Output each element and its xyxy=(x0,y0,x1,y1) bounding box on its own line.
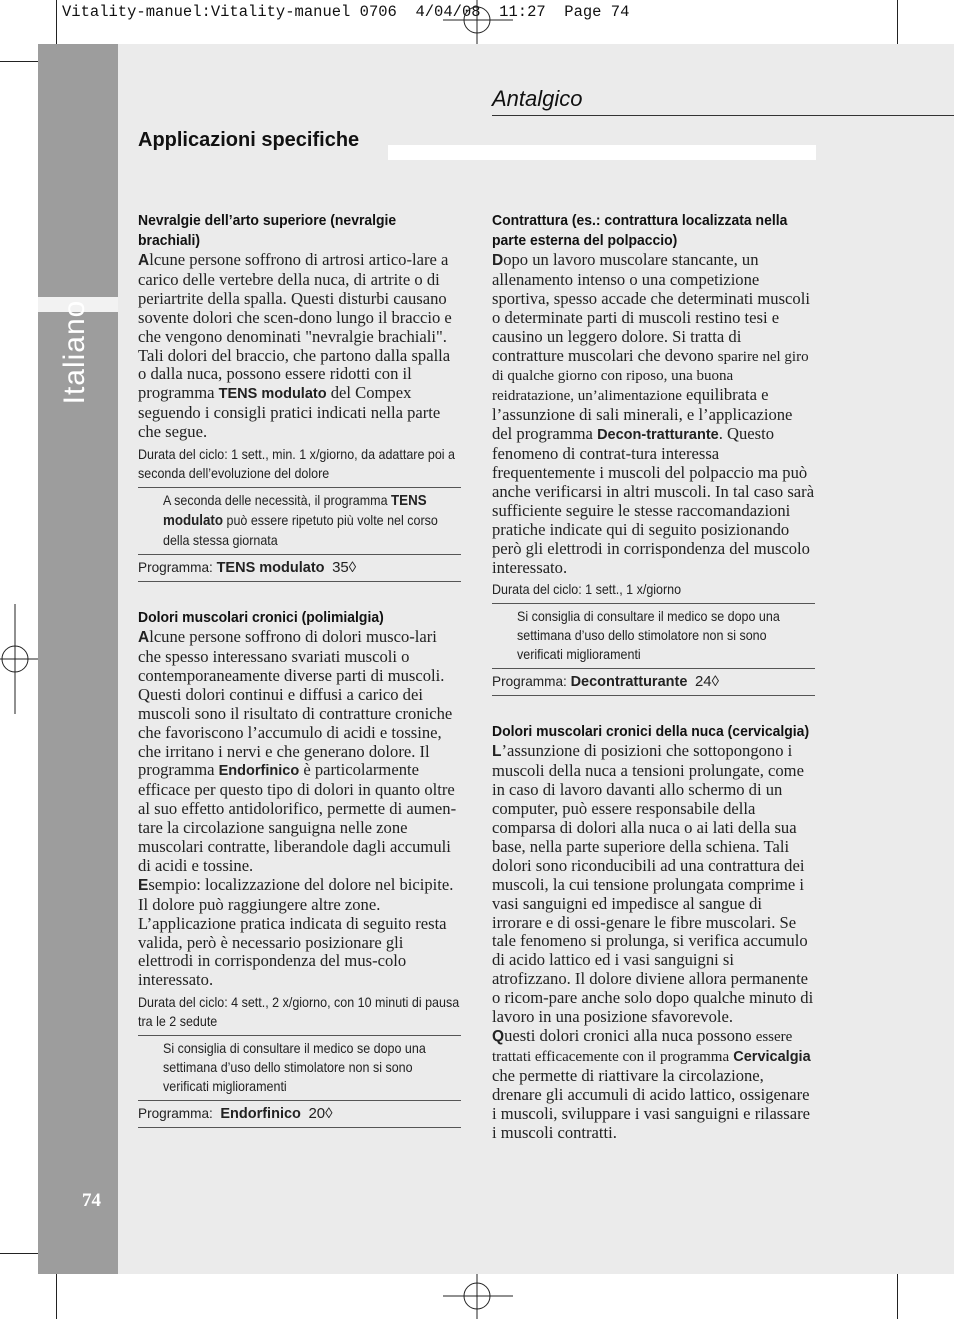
header-title: Antalgico xyxy=(492,86,583,111)
crop-mark xyxy=(0,1253,40,1254)
note-box xyxy=(138,1035,461,1101)
program-number: 35◊ xyxy=(332,559,357,577)
drop-letter: D xyxy=(492,252,504,269)
drop-letter: A xyxy=(138,629,150,647)
program-label: Programma: xyxy=(492,674,571,690)
note-text: A seconda delle necessità, il programma xyxy=(163,493,392,509)
body-text: che permette di riattivare la circolazione, drenare gli accumuli di acido lattico, ossigenare i muscoli, sviluppare i vasi sanguigni e rilassare i muscoli contratti. xyxy=(492,1065,810,1142)
crop-mark xyxy=(897,1272,898,1319)
crop-mark xyxy=(0,61,40,62)
body-text: ’assunzione di posizioni che sottopongono i muscoli della nuca a tensioni prolungate, come in caso di lavoro davanti allo schermo di un computer, può essere responsabile della comparsa di dolori alla nuca o ai lati della sua base, nella parte superiore della schiena. Tali dolori sono riconducibili ad una contrattura dei muscoli, la cui tensione prolungata comprime i vasi sanguigni ed impedisce al sangue di irrorare e di ossi-genare le fibre muscolari. Se tale fenomeno si prolunga, si verifica accumulo di acido lattico ed i vasi sanguigni si atrofizzano. Il dolore diviene allora permanente o ricom-pare anche solo dopo qualche minuto di lavoro in una posizione sfavorevole. xyxy=(492,741,814,1027)
cycle-duration: Durata del ciclo: 4 sett., 2 x/giorno, con 10 minuti di pausa tra le 2 sedute xyxy=(138,995,460,1030)
program-name: Cervicalgia xyxy=(733,1048,811,1065)
body-text: . Questo fenomeno di contrat-tura interessa frequentemente i muscoli del polpaccio ma può anche verificarsi in altri muscoli. In tal caso sarà sufficiente seguire le stesse raccomandazioni pratiche indicate qui di seguito posizionando però gli elettrodi in corrispondenza del muscolo interessato. xyxy=(492,424,815,577)
side-tab xyxy=(38,44,118,1274)
note-box xyxy=(492,603,815,669)
program-name: Decontratturante xyxy=(570,674,688,691)
cycle-duration: Durata del ciclo: 1 sett., min. 1 x/giorno, da adattare poi a seconda dell’evoluzione del dolore xyxy=(138,447,456,482)
body-text: Il dolore può raggiungere altre zone. L’applicazione pratica indicata di seguito resta valida, però è necessario posizionare gli elettrodi in corrispondenza del mus-colo interessato. xyxy=(138,894,447,990)
body-text: è particolarmente efficace per questo tipo di dolori in quanto oltre al suo effetto antidolorifico, permette di aumen-tare la circolazione sanguigna nelle zone muscolari contratte, liberandole dagli accumuli di acidi e tossine. xyxy=(138,760,457,875)
right-column xyxy=(492,211,815,1142)
body-text: essere trattati efficacemente con il programma xyxy=(492,1029,793,1065)
heading-cervicalgia: Dolori muscolari cronici della nuca (cervicalgia) xyxy=(492,723,810,741)
program-line xyxy=(138,1101,461,1128)
note-text: può essere ripetuto più volte nel corso della stessa giornata xyxy=(163,513,438,549)
language-label: Italiano xyxy=(58,299,91,405)
paragraph-brachial-neuralgia xyxy=(138,251,461,442)
program-name: TENS modulato xyxy=(163,493,427,530)
program-line xyxy=(492,669,815,696)
heading-polymyalgia: Dolori muscolari cronici (polimialgia) xyxy=(138,609,384,627)
body-text: opo un lavoro muscolare stancante, un allenamento intenso o una competizione sportiva, spesso accade che determinati muscoli o determinate parti di muscoli restino tesi e causino un leggero dolore. Si tratta di contratture muscolari che devono xyxy=(492,250,810,365)
print-slug: Vitality-manuel:Vitality-manuel 0706 4/04/08 11:27 Page 74 xyxy=(62,3,630,21)
note-box xyxy=(138,487,461,555)
paragraph-cervicalgia xyxy=(492,742,815,1142)
paragraph-polymyalgia xyxy=(138,628,461,990)
cycle-duration: Durata del ciclo: 1 sett., 1 x/giorno xyxy=(492,582,682,598)
page-number: 74 xyxy=(82,1190,101,1211)
body-text: lcune persone soffrono di artrosi artico-lare a carico delle vertebre della nuca, di artrite o di periartrite della spalla. Questi disturbi causano sovente dolori che scen-dono lungo il braccio e che vengono denominati "nevralgie brachiali". Tali dolori del braccio, che partono dalla spalla o dalla nuca, possono essere ridotti con il programma xyxy=(138,250,452,403)
section-title: Applicazioni specifiche xyxy=(138,129,360,151)
body-text: sempio: localizzazione del dolore nel bicipite. xyxy=(148,874,454,894)
heading-brachial-neuralgia: Nevralgie dell’arto superiore (nevralgie brachiali) xyxy=(138,212,397,249)
program-line xyxy=(138,555,461,582)
drop-letter: A xyxy=(138,252,150,269)
crop-mark xyxy=(56,0,57,46)
body-text: uesti dolori cronici alla nuca possono xyxy=(504,1026,756,1045)
body-text: equilibrata e l’assunzione di sali minerali, e l’applicazione del programma xyxy=(492,385,793,444)
program-name: TENS modulato xyxy=(216,560,325,577)
body-text: del Compex seguendo i consigli pratici indicati nella parte che segue. xyxy=(138,383,441,442)
drop-letter: L xyxy=(492,743,502,761)
program-label: Programma: xyxy=(138,560,217,576)
program-name: Endorfinico xyxy=(220,1106,301,1123)
left-column xyxy=(138,211,461,1128)
program-number: 20◊ xyxy=(308,1105,333,1123)
paragraph-contracture xyxy=(492,251,815,577)
crop-mark xyxy=(56,1272,57,1319)
header-rule xyxy=(492,115,954,116)
program-label: Programma: xyxy=(138,1106,221,1122)
section-bar xyxy=(388,145,816,160)
heading-contracture: Contrattura (es.: contrattura localizzata nella parte esterna del polpaccio) xyxy=(492,212,788,249)
program-name: Endorfinico xyxy=(218,763,300,780)
crop-mark xyxy=(897,0,898,46)
body-text: lcune persone soffrono di dolori musco-lari che spesso interessano svariati muscoli o contemporaneamente diverse parti di muscoli. Questi dolori continui e diffusi a carico dei muscoli sono il risultato di contratture croniche che favoriscono l’accumulo di acidi e tossine, che irritano i nervi e che generano dolore. Il programma xyxy=(138,627,453,780)
body-text: sparire nel giro di qualche giorno con riposo, una buona reidratazione, un’alimentazione xyxy=(492,348,809,405)
program-number: 24◊ xyxy=(694,673,720,691)
drop-letter: E xyxy=(138,876,149,894)
program-name: Decon-tratturante xyxy=(597,427,719,444)
program-name: TENS modulato xyxy=(218,386,327,403)
drop-letter: Q xyxy=(492,1028,505,1045)
note-text: Si consiglia di consultare il medico se dopo una settimana d’uso dello stimolatore non si sono verificati miglioramenti xyxy=(517,609,780,663)
note-text: Si consiglia di consultare il medico se dopo una settimana d’uso dello stimolatore non si sono verificati miglioramenti xyxy=(163,1041,426,1095)
